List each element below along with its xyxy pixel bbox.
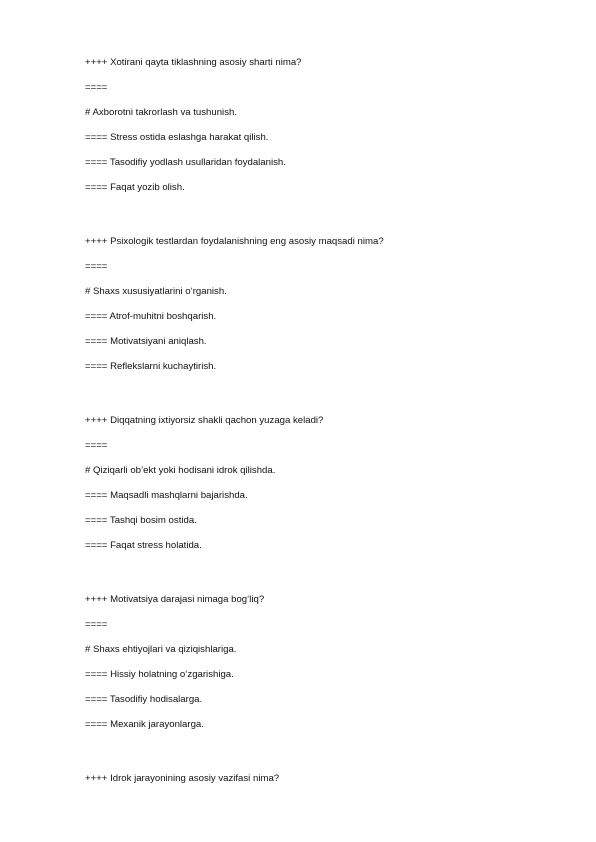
option-4-2: ==== Tasodifiy hodisalarga. [85,694,203,705]
separator-2: ==== [85,261,108,272]
correct-answer-4: # Shaxs ehtiyojlari va qiziqishlariga. [85,644,237,655]
option-2-1: ==== Atrof-muhitni boshqarish. [85,311,217,322]
option-3-3: ==== Faqat stress holatida. [85,540,202,551]
option-1-2: ==== Tasodifiy yodlash usullaridan foydalanish. [85,157,286,168]
question-3: ++++ Diqqatning ixtiyorsiz shakli qachon yuzaga keladi? [85,415,324,426]
correct-answer-1: # Axborotni takrorlash va tushunish. [85,107,237,118]
question-1: ++++ Xotirani qayta tiklashning asosiy sharti nima? [85,57,302,68]
separator-3: ==== [85,440,108,451]
option-4-1: ==== Hissiy holatning o‘zgarishiga. [85,669,234,680]
option-2-2: ==== Motivatsiyani aniqlash. [85,336,207,347]
option-1-3: ==== Faqat yozib olish. [85,182,185,193]
option-3-1: ==== Maqsadli mashqlarni bajarishda. [85,490,248,501]
option-2-3: ==== Reflekslarni kuchaytirish. [85,361,217,372]
option-1-1: ==== Stress ostida eslashga harakat qilish. [85,132,269,143]
separator-4: ==== [85,619,108,630]
correct-answer-3: # Qiziqarli ob’ekt yoki hodisani idrok qilishda. [85,465,276,476]
question-4: ++++ Motivatsiya darajasi nimaga bog‘liq? [85,594,265,605]
option-3-2: ==== Tashqi bosim ostida. [85,515,197,526]
separator-1: ==== [85,82,108,93]
question-2: ++++ Psixologik testlardan foydalanishning eng asosiy maqsadi nima? [85,236,384,247]
question-5: ++++ Idrok jarayonining asosiy vazifasi nima? [85,773,280,784]
option-4-3: ==== Mexanik jarayonlarga. [85,719,204,730]
correct-answer-2: # Shaxs xususiyatlarini o‘rganish. [85,286,227,297]
